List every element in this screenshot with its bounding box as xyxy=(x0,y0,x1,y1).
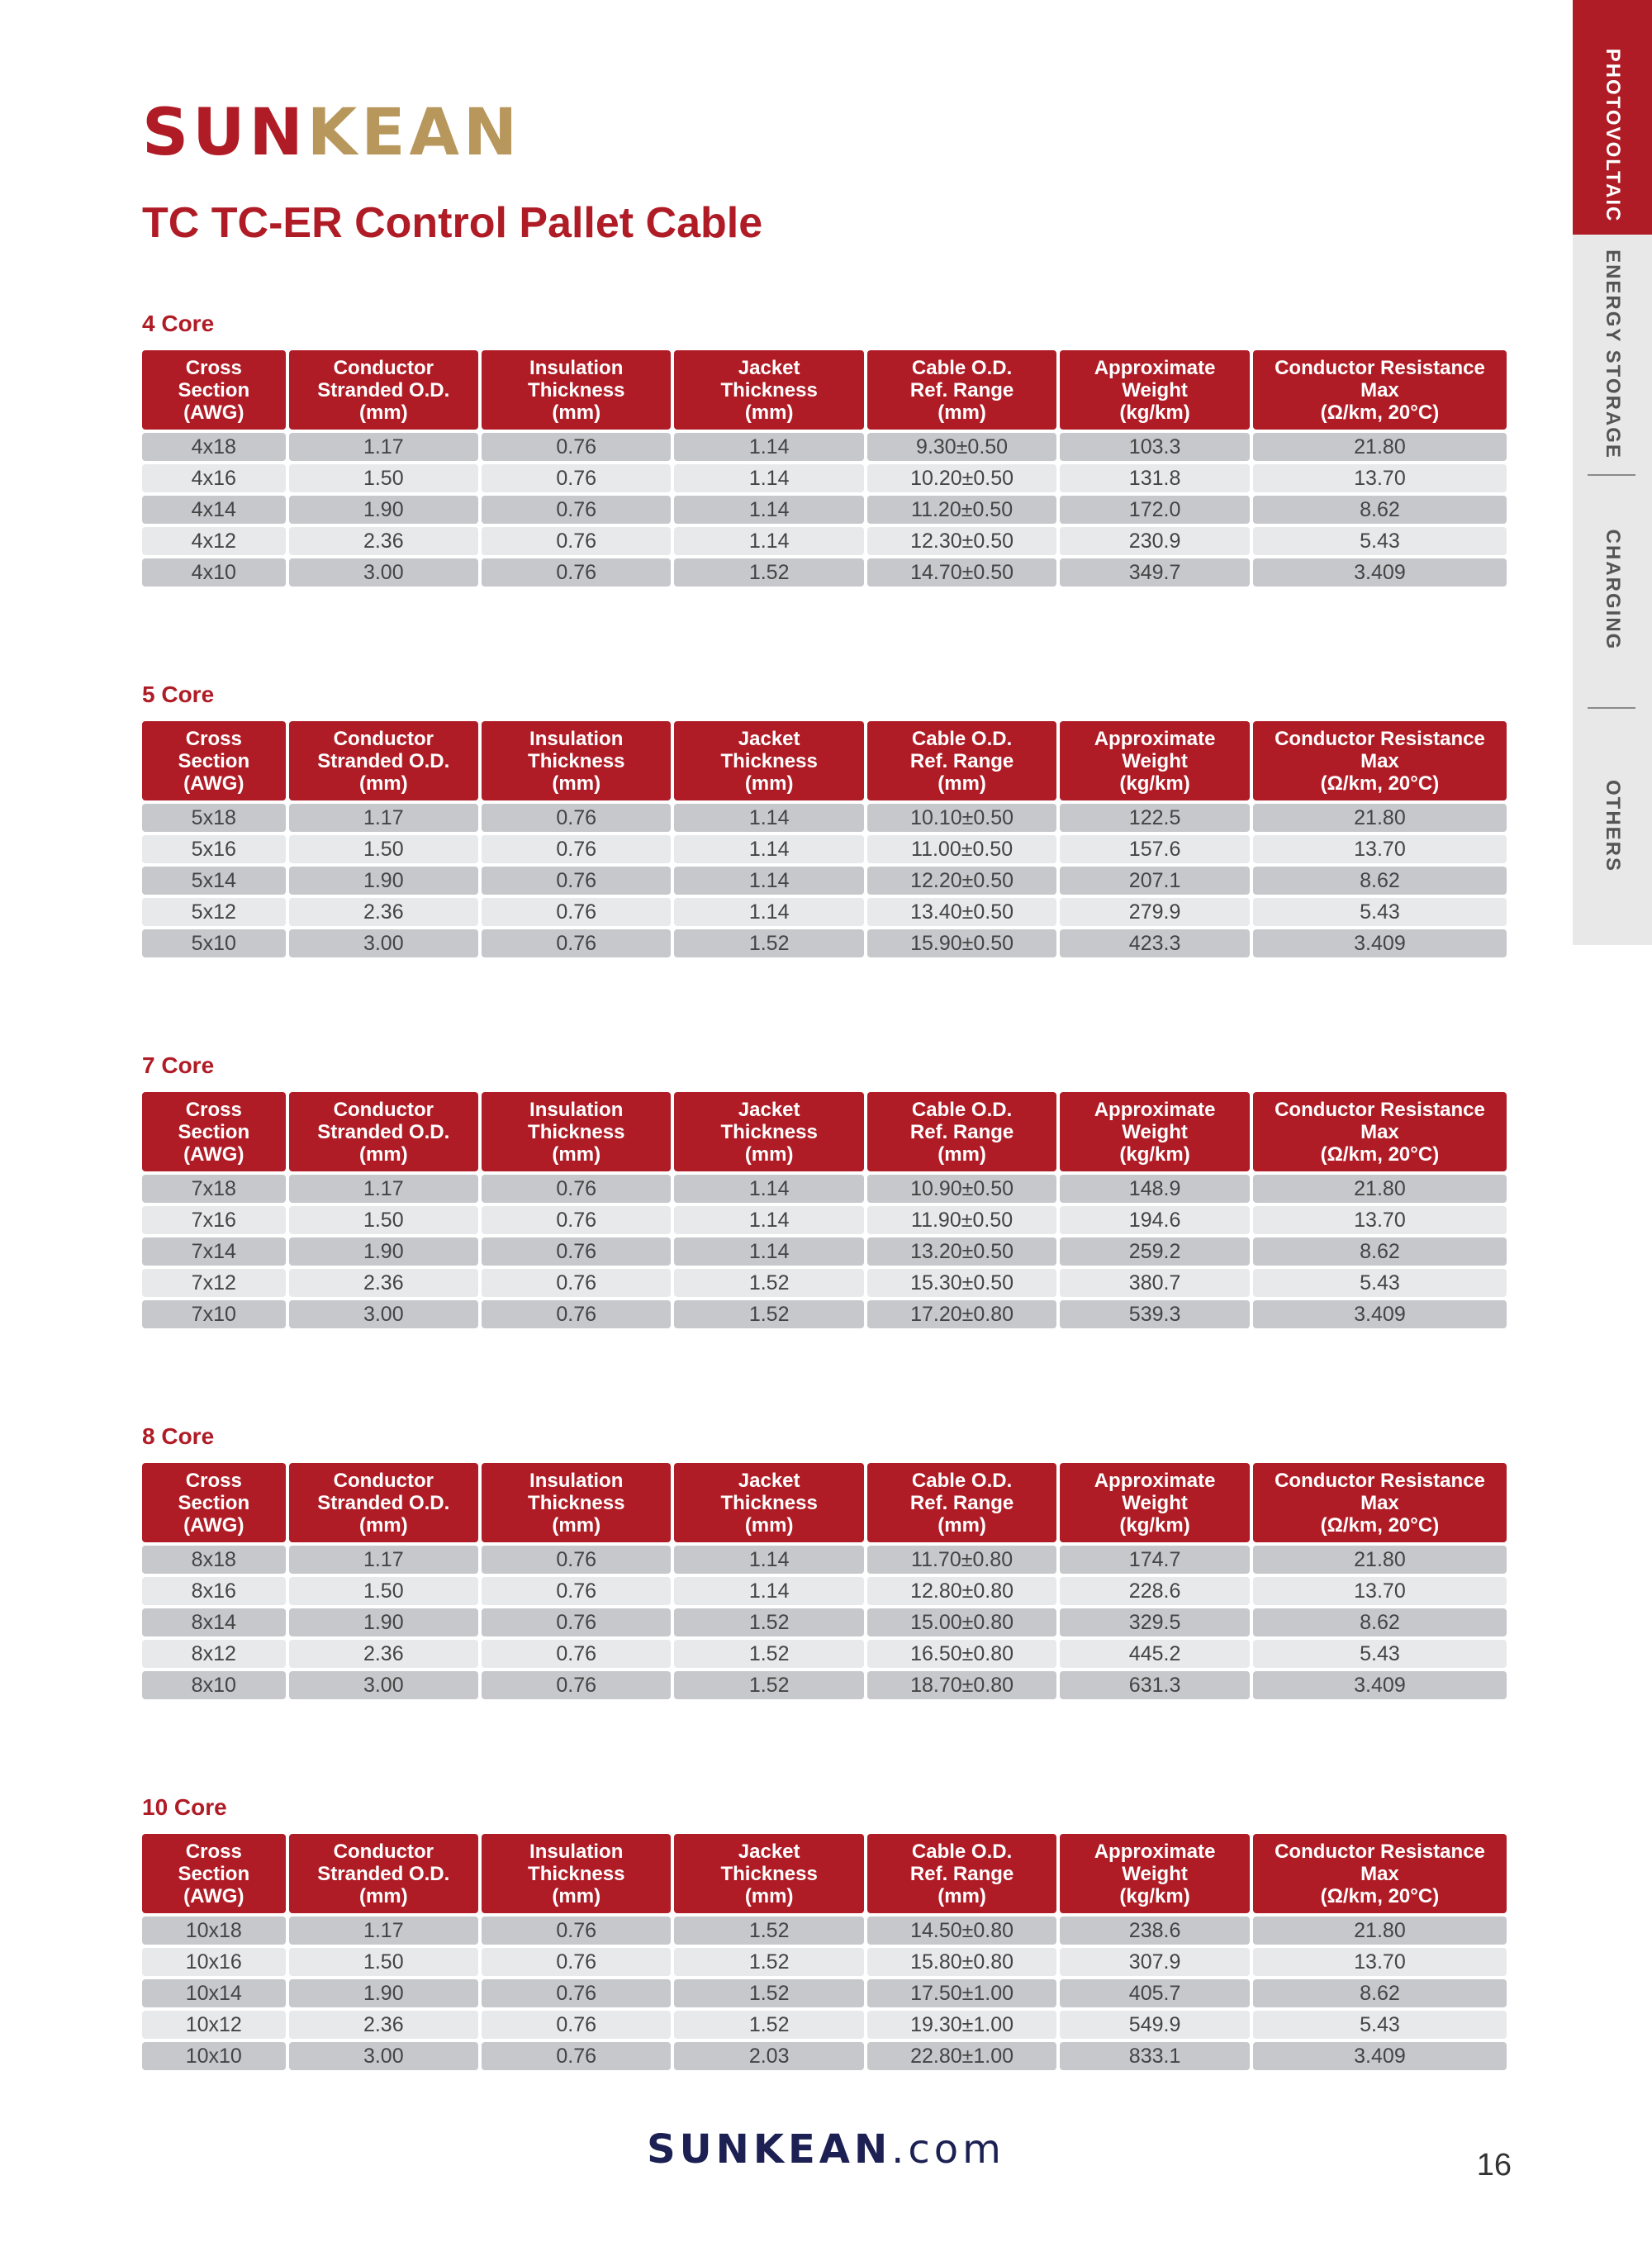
cell-weight: 228.6 xyxy=(1060,1577,1250,1605)
cell-resistance: 3.409 xyxy=(1253,558,1507,587)
spec-table xyxy=(139,1460,1510,1703)
col-header-resistance: Conductor Resistance Max (Ω/km, 20°C) xyxy=(1253,1834,1507,1913)
cell-jacket: 1.14 xyxy=(674,804,863,832)
cell-cable-od: 11.20±0.50 xyxy=(867,496,1056,524)
cell-jacket: 1.52 xyxy=(674,1979,863,2007)
cell-resistance: 5.43 xyxy=(1253,1269,1507,1297)
col-header-weight: Approximate Weight (kg/km) xyxy=(1060,1092,1250,1171)
cell-weight: 103.3 xyxy=(1060,433,1250,461)
cell-cable-od: 10.20±0.50 xyxy=(867,464,1056,492)
table-row xyxy=(142,558,1507,587)
col-header-conductor-od: Conductor Stranded O.D. (mm) xyxy=(289,350,478,430)
sidebar-tab-charging[interactable] xyxy=(1573,476,1652,707)
cell-cross-section: 7x16 xyxy=(142,1206,286,1234)
cell-cable-od: 13.20±0.50 xyxy=(867,1237,1056,1266)
cell-resistance: 13.70 xyxy=(1253,464,1507,492)
cell-conductor-od: 2.36 xyxy=(289,527,478,555)
col-header-conductor-od: Conductor Stranded O.D. (mm) xyxy=(289,721,478,800)
cell-cable-od: 14.70±0.50 xyxy=(867,558,1056,587)
cell-insulation: 0.76 xyxy=(482,1577,671,1605)
cell-resistance: 13.70 xyxy=(1253,835,1507,863)
col-header-cable-od: Cable O.D. Ref. Range (mm) xyxy=(867,1463,1056,1542)
cell-insulation: 0.76 xyxy=(482,867,671,895)
cell-insulation: 0.76 xyxy=(482,1175,671,1203)
cell-insulation: 0.76 xyxy=(482,1917,671,1945)
cell-resistance: 3.409 xyxy=(1253,2042,1507,2070)
cell-jacket: 1.52 xyxy=(674,2011,863,2039)
cell-resistance: 8.62 xyxy=(1253,1608,1507,1636)
table-row xyxy=(142,2042,1507,2070)
cell-cable-od: 11.70±0.80 xyxy=(867,1546,1056,1574)
cell-insulation: 0.76 xyxy=(482,1237,671,1266)
sidebar-tab-photovoltaic[interactable] xyxy=(1573,0,1652,235)
table-row xyxy=(142,898,1507,926)
logo-part-sun: SUN xyxy=(142,96,307,170)
table-row xyxy=(142,1237,1507,1266)
page-number: 16 xyxy=(1476,2148,1512,2183)
table-row xyxy=(142,1671,1507,1699)
col-header-resistance: Conductor Resistance Max (Ω/km, 20°C) xyxy=(1253,1463,1507,1542)
cell-resistance: 21.80 xyxy=(1253,1546,1507,1574)
cell-cross-section: 5x16 xyxy=(142,835,286,863)
section-title: 7 Core xyxy=(142,1052,215,1078)
col-header-cable-od: Cable O.D. Ref. Range (mm) xyxy=(867,1834,1056,1913)
cell-weight: 405.7 xyxy=(1060,1979,1250,2007)
cell-jacket: 2.03 xyxy=(674,2042,863,2070)
cell-cable-od: 17.20±0.80 xyxy=(867,1300,1056,1328)
section-title: 4 Core xyxy=(142,311,215,336)
cell-insulation: 0.76 xyxy=(482,1671,671,1699)
cell-cross-section: 10x18 xyxy=(142,1917,286,1945)
cell-weight: 230.9 xyxy=(1060,527,1250,555)
cell-cross-section: 5x12 xyxy=(142,898,286,926)
section-title: 10 Core xyxy=(142,1794,227,1820)
cell-insulation: 0.76 xyxy=(482,1206,671,1234)
cell-conductor-od: 1.90 xyxy=(289,867,478,895)
cell-jacket: 1.52 xyxy=(674,1300,863,1328)
cell-weight: 349.7 xyxy=(1060,558,1250,587)
section-title: 5 Core xyxy=(142,682,215,707)
cell-conductor-od: 2.36 xyxy=(289,2011,478,2039)
table-row xyxy=(142,835,1507,863)
cell-cable-od: 16.50±0.80 xyxy=(867,1640,1056,1668)
col-header-cable-od: Cable O.D. Ref. Range (mm) xyxy=(867,350,1056,430)
cell-jacket: 1.52 xyxy=(674,1640,863,1668)
table-row xyxy=(142,1300,1507,1328)
footer-website xyxy=(0,2126,1652,2173)
cell-weight: 445.2 xyxy=(1060,1640,1250,1668)
spec-table xyxy=(139,1089,1510,1332)
cell-insulation: 0.76 xyxy=(482,898,671,926)
table-row xyxy=(142,496,1507,524)
section-10-core xyxy=(142,1791,1510,2073)
cell-cross-section: 8x14 xyxy=(142,1608,286,1636)
table-row xyxy=(142,527,1507,555)
col-header-conductor-od: Conductor Stranded O.D. (mm) xyxy=(289,1834,478,1913)
col-header-jacket: Jacket Thickness (mm) xyxy=(674,1463,863,1542)
cell-weight: 259.2 xyxy=(1060,1237,1250,1266)
cell-jacket: 1.52 xyxy=(674,1608,863,1636)
cell-weight: 549.9 xyxy=(1060,2011,1250,2039)
cell-resistance: 8.62 xyxy=(1253,496,1507,524)
table-row xyxy=(142,1640,1507,1668)
cell-weight: 423.3 xyxy=(1060,929,1250,957)
table-row xyxy=(142,1546,1507,1574)
col-header-cross-section: Cross Section (AWG) xyxy=(142,1834,286,1913)
cell-conductor-od: 1.50 xyxy=(289,1206,478,1234)
cell-resistance: 13.70 xyxy=(1253,1206,1507,1234)
header-row xyxy=(142,721,1507,800)
cell-cross-section: 8x16 xyxy=(142,1577,286,1605)
cell-insulation: 0.76 xyxy=(482,1608,671,1636)
cell-insulation: 0.76 xyxy=(482,929,671,957)
cell-resistance: 8.62 xyxy=(1253,867,1507,895)
cell-cross-section: 5x18 xyxy=(142,804,286,832)
cell-jacket: 1.14 xyxy=(674,898,863,926)
cell-weight: 157.6 xyxy=(1060,835,1250,863)
col-header-resistance: Conductor Resistance Max (Ω/km, 20°C) xyxy=(1253,721,1507,800)
cell-cable-od: 18.70±0.80 xyxy=(867,1671,1056,1699)
cell-weight: 631.3 xyxy=(1060,1671,1250,1699)
cell-cross-section: 4x16 xyxy=(142,464,286,492)
cell-conductor-od: 1.17 xyxy=(289,804,478,832)
cell-weight: 172.0 xyxy=(1060,496,1250,524)
cell-resistance: 5.43 xyxy=(1253,2011,1507,2039)
category-sidebar xyxy=(1573,0,1652,945)
cell-conductor-od: 1.90 xyxy=(289,1608,478,1636)
table-row xyxy=(142,1979,1507,2007)
cell-cable-od: 10.90±0.50 xyxy=(867,1175,1056,1203)
sidebar-tab-label: ENERGY STORAGE xyxy=(1602,249,1624,459)
cell-weight: 307.9 xyxy=(1060,1948,1250,1976)
table-row xyxy=(142,1608,1507,1636)
cell-conductor-od: 1.50 xyxy=(289,464,478,492)
cell-cable-od: 12.20±0.50 xyxy=(867,867,1056,895)
cell-cable-od: 15.00±0.80 xyxy=(867,1608,1056,1636)
cell-weight: 380.7 xyxy=(1060,1269,1250,1297)
col-header-insulation: Insulation Thickness (mm) xyxy=(482,721,671,800)
cell-cross-section: 7x10 xyxy=(142,1300,286,1328)
footer-site-tld: .com xyxy=(891,2126,1005,2173)
cell-conductor-od: 1.50 xyxy=(289,1577,478,1605)
cell-cross-section: 7x12 xyxy=(142,1269,286,1297)
cell-weight: 131.8 xyxy=(1060,464,1250,492)
col-header-cross-section: Cross Section (AWG) xyxy=(142,1463,286,1542)
cell-insulation: 0.76 xyxy=(482,1546,671,1574)
cell-weight: 238.6 xyxy=(1060,1917,1250,1945)
cell-insulation: 0.76 xyxy=(482,2042,671,2070)
col-header-insulation: Insulation Thickness (mm) xyxy=(482,350,671,430)
cell-conductor-od: 3.00 xyxy=(289,558,478,587)
cell-jacket: 1.52 xyxy=(674,558,863,587)
col-header-cross-section: Cross Section (AWG) xyxy=(142,1092,286,1171)
cell-weight: 174.7 xyxy=(1060,1546,1250,1574)
cell-weight: 122.5 xyxy=(1060,804,1250,832)
cell-conductor-od: 3.00 xyxy=(289,1300,478,1328)
table-row xyxy=(142,2011,1507,2039)
cell-conductor-od: 1.17 xyxy=(289,1175,478,1203)
sidebar-tab-others[interactable] xyxy=(1573,709,1652,945)
col-header-cable-od: Cable O.D. Ref. Range (mm) xyxy=(867,1092,1056,1171)
section-5-core xyxy=(142,678,1510,961)
col-header-jacket: Jacket Thickness (mm) xyxy=(674,721,863,800)
cell-jacket: 1.14 xyxy=(674,527,863,555)
cell-cross-section: 4x10 xyxy=(142,558,286,587)
col-header-cross-section: Cross Section (AWG) xyxy=(142,721,286,800)
col-header-cross-section: Cross Section (AWG) xyxy=(142,350,286,430)
cell-jacket: 1.14 xyxy=(674,1237,863,1266)
table-row xyxy=(142,867,1507,895)
cell-jacket: 1.14 xyxy=(674,1546,863,1574)
cell-cross-section: 10x12 xyxy=(142,2011,286,2039)
cell-insulation: 0.76 xyxy=(482,496,671,524)
cell-resistance: 8.62 xyxy=(1253,1237,1507,1266)
cell-insulation: 0.76 xyxy=(482,1640,671,1668)
section-4-core xyxy=(142,307,1510,590)
cell-resistance: 5.43 xyxy=(1253,527,1507,555)
cell-jacket: 1.52 xyxy=(674,1948,863,1976)
cell-conductor-od: 1.90 xyxy=(289,1237,478,1266)
section-title: 8 Core xyxy=(142,1423,215,1449)
cell-conductor-od: 3.00 xyxy=(289,1671,478,1699)
cell-insulation: 0.76 xyxy=(482,433,671,461)
col-header-resistance: Conductor Resistance Max (Ω/km, 20°C) xyxy=(1253,1092,1507,1171)
cell-cross-section: 7x14 xyxy=(142,1237,286,1266)
col-header-cable-od: Cable O.D. Ref. Range (mm) xyxy=(867,721,1056,800)
cell-cable-od: 15.80±0.80 xyxy=(867,1948,1056,1976)
cell-insulation: 0.76 xyxy=(482,2011,671,2039)
cell-insulation: 0.76 xyxy=(482,1300,671,1328)
header-row xyxy=(142,350,1507,430)
col-header-weight: Approximate Weight (kg/km) xyxy=(1060,721,1250,800)
cell-jacket: 1.14 xyxy=(674,867,863,895)
cell-cable-od: 13.40±0.50 xyxy=(867,898,1056,926)
cell-jacket: 1.52 xyxy=(674,1269,863,1297)
cell-cable-od: 14.50±0.80 xyxy=(867,1917,1056,1945)
cell-weight: 329.5 xyxy=(1060,1608,1250,1636)
col-header-weight: Approximate Weight (kg/km) xyxy=(1060,1834,1250,1913)
cell-cable-od: 19.30±1.00 xyxy=(867,2011,1056,2039)
cell-insulation: 0.76 xyxy=(482,558,671,587)
col-header-insulation: Insulation Thickness (mm) xyxy=(482,1463,671,1542)
cell-conductor-od: 1.17 xyxy=(289,433,478,461)
cell-weight: 279.9 xyxy=(1060,898,1250,926)
sunkean-logo xyxy=(142,96,522,170)
cell-jacket: 1.52 xyxy=(674,1917,863,1945)
cell-conductor-od: 1.50 xyxy=(289,835,478,863)
cell-resistance: 13.70 xyxy=(1253,1948,1507,1976)
col-header-jacket: Jacket Thickness (mm) xyxy=(674,1834,863,1913)
cell-conductor-od: 1.90 xyxy=(289,496,478,524)
cell-conductor-od: 3.00 xyxy=(289,2042,478,2070)
section-7-core xyxy=(142,1049,1510,1332)
cell-jacket: 1.14 xyxy=(674,496,863,524)
cell-resistance: 3.409 xyxy=(1253,1671,1507,1699)
cell-insulation: 0.76 xyxy=(482,464,671,492)
sidebar-tab-energy-storage[interactable] xyxy=(1573,235,1652,474)
cell-cable-od: 17.50±1.00 xyxy=(867,1979,1056,2007)
section-8-core xyxy=(142,1420,1510,1703)
cell-cable-od: 15.90±0.50 xyxy=(867,929,1056,957)
cell-cable-od: 9.30±0.50 xyxy=(867,433,1056,461)
table-row xyxy=(142,1577,1507,1605)
cell-cross-section: 4x18 xyxy=(142,433,286,461)
cell-cable-od: 12.80±0.80 xyxy=(867,1577,1056,1605)
table-row xyxy=(142,1948,1507,1976)
cell-resistance: 21.80 xyxy=(1253,1917,1507,1945)
spec-table xyxy=(139,718,1510,961)
table-row xyxy=(142,929,1507,957)
cell-weight: 833.1 xyxy=(1060,2042,1250,2070)
cell-resistance: 3.409 xyxy=(1253,1300,1507,1328)
col-header-insulation: Insulation Thickness (mm) xyxy=(482,1834,671,1913)
cell-insulation: 0.76 xyxy=(482,1948,671,1976)
cell-conductor-od: 1.90 xyxy=(289,1979,478,2007)
cell-jacket: 1.14 xyxy=(674,835,863,863)
cell-cross-section: 5x14 xyxy=(142,867,286,895)
cell-weight: 539.3 xyxy=(1060,1300,1250,1328)
table-row xyxy=(142,1175,1507,1203)
cell-cross-section: 8x10 xyxy=(142,1671,286,1699)
cell-cross-section: 10x16 xyxy=(142,1948,286,1976)
cell-jacket: 1.52 xyxy=(674,929,863,957)
cell-resistance: 8.62 xyxy=(1253,1979,1507,2007)
cell-conductor-od: 1.17 xyxy=(289,1546,478,1574)
table-row xyxy=(142,1917,1507,1945)
table-row xyxy=(142,804,1507,832)
cell-cable-od: 15.30±0.50 xyxy=(867,1269,1056,1297)
cell-cable-od: 22.80±1.00 xyxy=(867,2042,1056,2070)
header-row xyxy=(142,1463,1507,1542)
cell-conductor-od: 2.36 xyxy=(289,1640,478,1668)
cell-conductor-od: 1.17 xyxy=(289,1917,478,1945)
cell-insulation: 0.76 xyxy=(482,804,671,832)
cell-resistance: 21.80 xyxy=(1253,804,1507,832)
cell-cable-od: 11.90±0.50 xyxy=(867,1206,1056,1234)
col-header-jacket: Jacket Thickness (mm) xyxy=(674,350,863,430)
cell-resistance: 21.80 xyxy=(1253,1175,1507,1203)
table-row xyxy=(142,1269,1507,1297)
col-header-weight: Approximate Weight (kg/km) xyxy=(1060,350,1250,430)
col-header-conductor-od: Conductor Stranded O.D. (mm) xyxy=(289,1092,478,1171)
col-header-resistance: Conductor Resistance Max (Ω/km, 20°C) xyxy=(1253,350,1507,430)
cell-insulation: 0.76 xyxy=(482,1269,671,1297)
footer-site-name: SUNKEAN xyxy=(647,2126,892,2173)
cell-insulation: 0.76 xyxy=(482,527,671,555)
cell-resistance: 5.43 xyxy=(1253,1640,1507,1668)
page-title: TC TC-ER Control Pallet Cable xyxy=(142,199,763,247)
sidebar-tab-label: OTHERS xyxy=(1602,779,1624,873)
cell-cross-section: 5x10 xyxy=(142,929,286,957)
cell-cable-od: 10.10±0.50 xyxy=(867,804,1056,832)
spec-table xyxy=(139,1831,1510,2073)
cell-cross-section: 8x18 xyxy=(142,1546,286,1574)
cell-insulation: 0.76 xyxy=(482,1979,671,2007)
col-header-weight: Approximate Weight (kg/km) xyxy=(1060,1463,1250,1542)
logo-part-kean: KEAN xyxy=(306,96,522,170)
cell-cross-section: 7x18 xyxy=(142,1175,286,1203)
col-header-jacket: Jacket Thickness (mm) xyxy=(674,1092,863,1171)
cell-cable-od: 12.30±0.50 xyxy=(867,527,1056,555)
cell-jacket: 1.14 xyxy=(674,433,863,461)
cell-insulation: 0.76 xyxy=(482,835,671,863)
spec-table xyxy=(139,347,1510,590)
cell-cross-section: 8x12 xyxy=(142,1640,286,1668)
sidebar-tab-label: CHARGING xyxy=(1602,529,1624,651)
table-row xyxy=(142,1206,1507,1234)
cell-cross-section: 4x14 xyxy=(142,496,286,524)
cell-resistance: 5.43 xyxy=(1253,898,1507,926)
col-header-insulation: Insulation Thickness (mm) xyxy=(482,1092,671,1171)
cell-weight: 148.9 xyxy=(1060,1175,1250,1203)
sidebar-tab-label: PHOTOVOLTAIC xyxy=(1602,48,1624,223)
table-row xyxy=(142,464,1507,492)
cell-resistance: 13.70 xyxy=(1253,1577,1507,1605)
cell-conductor-od: 2.36 xyxy=(289,1269,478,1297)
cell-cross-section: 10x14 xyxy=(142,1979,286,2007)
col-header-conductor-od: Conductor Stranded O.D. (mm) xyxy=(289,1463,478,1542)
cell-resistance: 3.409 xyxy=(1253,929,1507,957)
cell-cross-section: 4x12 xyxy=(142,527,286,555)
header-row xyxy=(142,1092,1507,1171)
cell-jacket: 1.14 xyxy=(674,1577,863,1605)
cell-weight: 194.6 xyxy=(1060,1206,1250,1234)
table-row xyxy=(142,433,1507,461)
cell-jacket: 1.14 xyxy=(674,464,863,492)
cell-jacket: 1.52 xyxy=(674,1671,863,1699)
cell-conductor-od: 1.50 xyxy=(289,1948,478,1976)
cell-conductor-od: 2.36 xyxy=(289,898,478,926)
cell-jacket: 1.14 xyxy=(674,1206,863,1234)
cell-resistance: 21.80 xyxy=(1253,433,1507,461)
header-row xyxy=(142,1834,1507,1913)
cell-cross-section: 10x10 xyxy=(142,2042,286,2070)
cell-cable-od: 11.00±0.50 xyxy=(867,835,1056,863)
cell-weight: 207.1 xyxy=(1060,867,1250,895)
cell-jacket: 1.14 xyxy=(674,1175,863,1203)
cell-conductor-od: 3.00 xyxy=(289,929,478,957)
